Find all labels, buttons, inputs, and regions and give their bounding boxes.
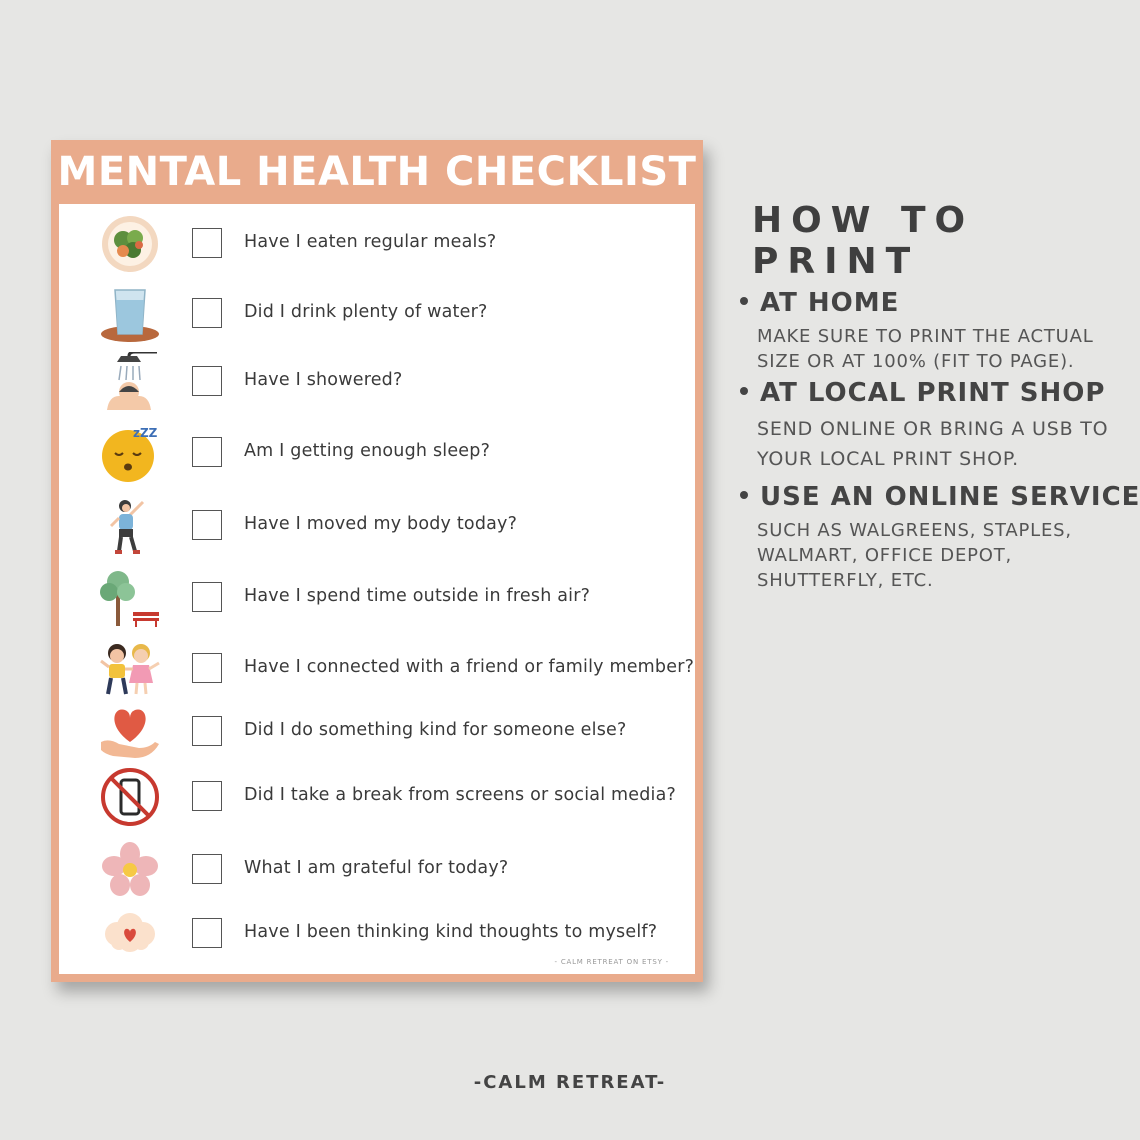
checkbox[interactable] [192,781,222,811]
checklist-question: Have I connected with a friend or family member? [244,657,695,677]
text-line: SIZE OR AT 100% (FIT TO PAGE). [757,351,1075,372]
checklist-question: Have I showered? [244,370,403,390]
section-heading: USE AN ONLINE SERVICE [760,482,1140,512]
section-text [757,518,1140,593]
checklist-row [59,700,695,764]
section-text [757,324,1094,374]
bullet-dot [740,491,748,499]
salad-plate-icon [99,214,161,274]
sleeping-face-icon [99,423,161,483]
checklist-question: Have I eaten regular meals? [244,232,497,252]
svg-text:zZZ: zZZ [133,426,158,440]
checklist-question: Am I getting enough sleep? [244,441,491,461]
checklist-question: Have I been thinking kind thoughts to myself? [244,922,658,942]
checkbox[interactable] [192,582,222,612]
text-line: YOUR LOCAL PRINT SHOP. [757,448,1019,470]
checklist-question: Have I moved my body today? [244,514,518,534]
checklist-question: Did I take a break from screens or social media? [244,785,677,805]
text-line: SHUTTERFLY, ETC. [757,570,934,591]
section-local-print-shop [740,378,1108,474]
section-heading: AT HOME [760,288,900,318]
checklist-row [59,566,695,630]
checkbox[interactable] [192,716,222,746]
checkbox[interactable] [192,653,222,683]
text-line: SEND ONLINE OR BRING A USB TO [757,418,1109,440]
checkbox[interactable] [192,437,222,467]
friends-icon [99,639,161,699]
credit-text: - CALM RETREAT ON ETSY - [554,958,669,966]
checklist-sheet [51,140,703,982]
checkbox[interactable] [192,510,222,540]
checkbox[interactable] [192,298,222,328]
text-line: MAKE SURE TO PRINT THE ACTUAL [757,326,1094,347]
checklist-row [59,350,695,414]
checklist-row [59,494,695,558]
checklist-title: MENTAL HEALTH CHECKLIST [57,149,697,195]
checklist-row [59,765,695,829]
checkbox[interactable] [192,228,222,258]
tree-bench-icon [99,568,161,628]
checklist-question: What I am grateful for today? [244,858,509,878]
text-line: WALMART, OFFICE DEPOT, [757,545,1013,566]
checkbox[interactable] [192,854,222,884]
checklist-question: Did I do something kind for someone else? [244,720,627,740]
checklist-row [59,838,695,902]
shower-icon [99,352,161,412]
text-line: SUCH AS WALGREENS, STAPLES, [757,520,1072,541]
checkbox[interactable] [192,366,222,396]
flower-icon [99,840,161,900]
checklist-row [59,282,695,346]
heart-cloud-icon [99,904,161,964]
section-at-home [740,288,1094,374]
checkbox[interactable] [192,918,222,948]
checklist-row [59,902,695,966]
checklist-question: Have I spend time outside in fresh air? [244,586,591,606]
checklist-row [59,212,695,276]
section-heading: AT LOCAL PRINT SHOP [760,378,1106,408]
checklist-body [59,204,695,974]
section-online-service [740,482,1140,593]
checklist-row [59,421,695,485]
brand-footer: -CALM RETREAT- [473,1072,667,1093]
no-phone-icon [99,767,161,827]
water-glass-icon [99,284,161,344]
checklist-question: Did I drink plenty of water? [244,302,488,322]
checklist-row [59,637,695,701]
bullet-dot [740,387,748,395]
section-text [757,414,1108,474]
exercising-person-icon [99,496,161,556]
how-to-print-title: HOW TO PRINT [752,200,975,282]
heart-in-hand-icon [99,702,161,762]
bullet-dot [740,297,748,305]
